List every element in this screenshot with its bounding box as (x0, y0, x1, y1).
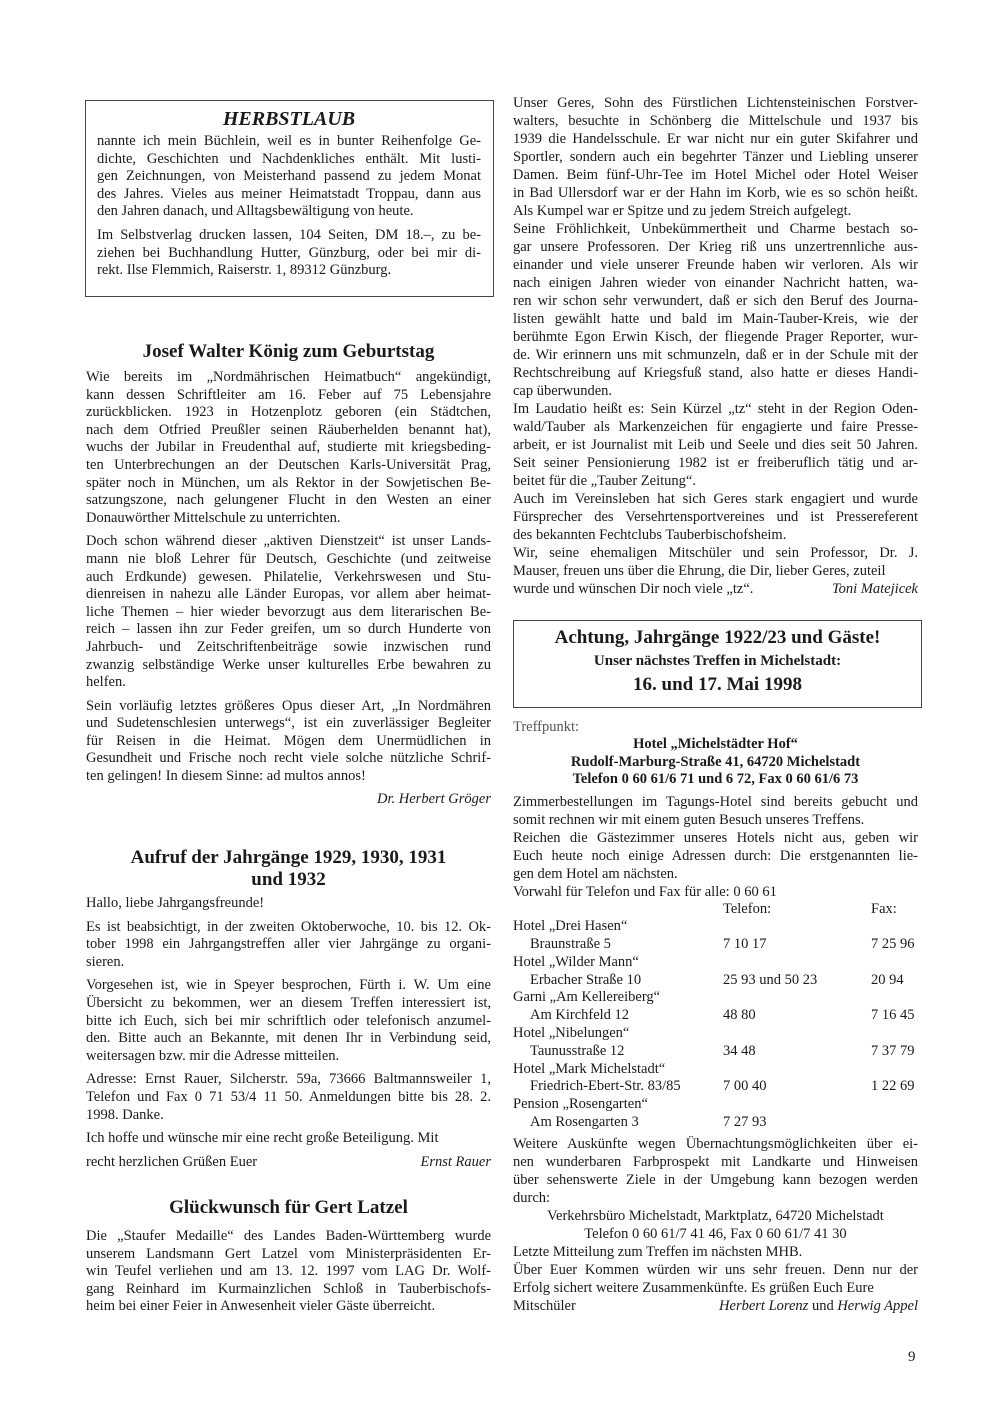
text-line: ren wir schon sehr verwundert, daß er sich den Beruf des Journa- (513, 293, 918, 309)
aufruf-heading-line-1: Aufruf der Jahrgänge 1929, 1930, 1931 (130, 847, 447, 868)
text-line: Doch schon während dieser „aktiven Dienstzeit“ ist unser Lands- (86, 533, 491, 550)
hotel-fax-cell: 7 16 45 (871, 1007, 915, 1024)
text-line: Vorwahl für Telefon und Fax für alle: 0 60 61 (513, 883, 777, 900)
text-line: gen Zeichnungen, von Meisterhand passend zu jedem Monat (97, 168, 481, 185)
treffen-box-subtitle: Unser nächstes Treffen in Michelstadt: (593, 653, 842, 669)
paragraph (513, 883, 918, 901)
treffen-closing-body (513, 1243, 918, 1297)
treffen-body (513, 793, 918, 901)
text-line: gar unsere Professoren. Der Krieg riß uns unzertrennliche aus- (513, 239, 918, 255)
text-line: Im Laudatio heißt es: Sein Kürzel „tz“ steht in der Region Oden- (513, 401, 918, 417)
hotel-fax-cell: 20 94 (871, 971, 904, 988)
text-line: Über Euer Kommen würden wir uns sehr freuen. Denn nur der (513, 1261, 918, 1278)
hotel-telefon-cell: 48 80 (723, 1007, 756, 1024)
text-line: Damen. Beim fünf-Uhr-Tee im Hotel Michel oder Hotel Weiser (513, 167, 918, 183)
aufruf-heading-line-2: und 1932 (251, 869, 326, 890)
text-line: 1998. Danke. (86, 1106, 164, 1123)
text-line: ten Unterbrechungen an der Deutschen Karls-Universität Prag, (86, 456, 491, 473)
hotel-telefon-cell: 7 10 17 (723, 936, 767, 953)
text-line: Seit seiner Pensionierung 1982 ist er freiberuflich tätig und ar- (513, 455, 918, 471)
text-line: unserem Landsmann Gert Latzel vom Ministerpräsidenten Er- (86, 1245, 491, 1262)
text-line: Seine Fröhlichkeit, Unbekümmertheit und Charme bestach so- (513, 221, 918, 237)
signature-appel: Herwig Appel (837, 1297, 918, 1314)
signature-and: und (811, 1297, 834, 1314)
treffpunkt-label: Treffpunkt: (513, 719, 580, 735)
hotel-name-cell: Pension „Rosengarten“ (513, 1096, 648, 1113)
paragraph (86, 369, 491, 527)
geres-article (513, 94, 918, 598)
hotel-phone: Telefon 0 60 61/6 71 und 6 72, Fax 0 60 61/6 73 (572, 771, 859, 787)
paragraph (513, 829, 918, 883)
text-line: Fürsprecher des Versehrtensportvereines und ist Pressereferent (513, 509, 918, 525)
text-line: zurückblicken. 1923 in Hotzenplotz geboren (ein Städtchen, (86, 404, 491, 421)
paragraph (86, 1228, 491, 1316)
hotel-row-name (513, 1025, 918, 1043)
paragraph (513, 490, 918, 544)
treffen-signatures (719, 1297, 918, 1315)
paragraph (513, 1243, 918, 1261)
text-line: tober 1998 ein Jahrgangstreffen aller vier Jahrgänge zu organi- (86, 936, 491, 953)
text-line: Hallo, liebe Jahrgangsfreunde! (86, 895, 265, 911)
text-line: Wir, seine ehemaligen Mitschüler und sein Professor, Dr. J. (513, 545, 918, 561)
treffen-box-date: 16. und 17. Mai 1998 (633, 674, 802, 695)
hotel-street-cell: Am Kirchfeld 12 (530, 1007, 630, 1024)
text-line: weitersagen bzw. mir die Adresse mitteilen. (86, 1047, 340, 1064)
header-fax: Fax: (871, 900, 897, 917)
paragraph (86, 977, 491, 1065)
text-line: Es ist beabsichtigt, in der zweiten Oktoberwoche, 10. bis 12. Ok- (86, 918, 491, 935)
text-line: Wie bereits im „Nordmährischen Heimatbuch“ angekündigt, (86, 369, 491, 385)
paragraph (86, 919, 491, 972)
paragraph (97, 227, 481, 280)
text-line: listen gewählt hatte und bald im Main-Tauber-Kreis, wie der (513, 311, 918, 327)
text-line: mann nie bloß Lehrer für Deutsch, Geschichte (und zeitweise (86, 550, 491, 567)
treffen-box-title: Achtung, Jahrgänge 1922/23 und Gäste! (554, 627, 881, 648)
aufruf-signature: Ernst Rauer (420, 1153, 491, 1170)
text-line: Telefon und Fax 0 71 53/4 11 50. Anmeldungen bitte bis 28. 2. (86, 1088, 491, 1105)
text-line: Gesundheit und Frische noch recht viele solche nützliche Schrif- (86, 750, 491, 767)
header-telefon: Telefon: (723, 900, 772, 917)
text-line: in Bad Ullersdorf war er der Hahn im Korb, wie es so schön heißt. (513, 185, 918, 201)
koenig-heading: Josef Walter König zum Geburtstag (142, 341, 435, 362)
hotel-name-cell: Hotel „Mark Michelstadt“ (513, 1060, 666, 1077)
hotel-row-name (513, 918, 918, 936)
text-line: ziehen bei Buchhandlung Hutter, Günzburg, oder bei mir di- (97, 244, 481, 261)
text-line: Die „Staufer Medaille“ des Landes Baden-Württemberg wurde (86, 1228, 491, 1244)
hotel-name-cell: Hotel „Nibelungen“ (513, 1025, 630, 1042)
herbstlaub-title: HERBSTLAUB (222, 108, 356, 130)
geres-closing-text: wurde und wünschen Dir noch viele „tz“. (513, 581, 754, 597)
hotel-name-cell: Garni „Am Kellereiberg“ (513, 989, 661, 1006)
latzel-heading: Glückwunsch für Gert Latzel (169, 1197, 408, 1218)
hotel-street-cell: Am Rosengarten 3 (530, 1114, 639, 1131)
text-line: und Sudetenschlesien unterwegs“, ist ein zuverlässiger Begleiter (86, 715, 491, 732)
koenig-body (86, 369, 491, 786)
text-line: Unser Geres, Sohn des Fürstlichen Lichtensteinischen Forstver- (513, 95, 918, 111)
hotel-row-details (513, 1007, 918, 1025)
aufruf-closing-text: recht herzlichen Grüßen Euer (86, 1153, 258, 1170)
paragraph (97, 133, 481, 221)
text-line: über sehenswerte Ziele in der Umgebung kann bezogen werden (513, 1171, 918, 1188)
hotel-address: Rudolf-Marburg-Straße 41, 64720 Michelstadt (570, 753, 861, 770)
treffen-details (513, 718, 918, 1315)
treffen-closing (513, 1297, 918, 1315)
hotel-row-name (513, 1061, 918, 1079)
text-line: helfen. (86, 674, 126, 691)
text-line: beitet für die „Tauber Zeitung“. (513, 473, 696, 489)
latzel-body (86, 1228, 491, 1316)
paragraph (513, 793, 918, 829)
paragraph (513, 400, 918, 490)
hotel-row-name (513, 989, 918, 1007)
text-line: nach dem Otfried Preußler seinen Räuberhelden benannt hat), (86, 421, 491, 438)
hotel-telefon-cell: 25 93 und 50 23 (723, 971, 818, 988)
text-line: den. Bitte auch an Bekannte, mit denen Ihr in Verbindung seid, (86, 1030, 491, 1047)
text-line: somit rechnen wir mit einem guten Besuch unseres Treffens. (513, 811, 865, 828)
text-line: Mauser, freuen uns über die Ehrung, die Dir, lieber Geres, zuteil (513, 563, 886, 579)
koenig-signature: Dr. Herbert Gröger (377, 790, 491, 807)
treffen-closing-text: Mitschüler (513, 1297, 576, 1314)
hotel-table (513, 918, 918, 1132)
hotel-row-details (513, 936, 918, 954)
text-line: bitte ich Euch, sich bei mir schriftlich oder telefonisch anzumel- (86, 1012, 491, 1029)
text-line: Adresse: Ernst Rauer, Silcherstr. 59a, 73666 Baltmannsweiler 1, (86, 1071, 491, 1088)
hotel-telefon-cell: 7 27 93 (723, 1114, 767, 1131)
text-line: Im Selbstverlag drucken lassen, 104 Seiten, DM 18.–, zu be- (97, 226, 481, 243)
text-line: Vorgesehen ist, wie in Speyer besprochen, Fürth i. W. Um eine (86, 977, 491, 994)
text-line: wuchs der Jubilar in Freudenthal auf, studierte mit kriegsbeding- (86, 439, 491, 456)
hotel-street-cell: Taunusstraße 12 (530, 1042, 625, 1059)
contact-office: Verkehrsbüro Michelstadt, Marktplatz, 64720 Michelstadt (547, 1207, 884, 1224)
latzel-article (86, 1197, 491, 1322)
hotel-row-details (513, 1043, 918, 1061)
hotel-street-cell: Friedrich-Ebert-Str. 83/85 (530, 1078, 681, 1095)
text-line: berühmte Egon Erwin Kisch, der fliegende Prager Reporter, wur- (513, 329, 918, 345)
text-line: Donauwörther Mittelschule zu unterrichten. (86, 509, 341, 526)
text-line: Sportler, sondern auch ein begehrter Tänzer und Liebling unserer (513, 149, 918, 165)
text-line: wald/Tauber als Markenzeichen für engagierte und faire Presse- (513, 419, 918, 435)
text-line: durch: (513, 1189, 551, 1206)
paragraph (513, 544, 918, 580)
text-line: liche Themen – hier wieder bevorzugt aus dem literarischen Be- (86, 603, 491, 620)
text-line: nach einigen Jahren wieder von einander Nachricht hatten, wa- (513, 275, 918, 291)
text-line: nannte ich mein Büchlein, weil es in bunter Reihenfolge Ge- (97, 133, 481, 149)
text-line: reich – lassen ihn zur Feder greifen, um so durch Hunderte von (86, 621, 491, 638)
text-line: den Jahren danach, und Alltagsbewältigung von heute. (97, 203, 414, 220)
text-line: Weitere Auskünfte wegen Übernachtungsmöglichkeiten über ei- (513, 1135, 918, 1152)
text-line: des bekannten Fechtclubs Tauberbischofsheim. (513, 527, 787, 543)
signature-lorenz: Herbert Lorenz (719, 1297, 809, 1314)
hotel-street-cell: Braunstraße 5 (530, 936, 611, 953)
text-line: Übersicht zu bekommen, wer an diesem Treffen interessiert ist, (86, 994, 491, 1011)
paragraph (86, 698, 491, 786)
text-line: dichte, Geschichten und Nachdenkliches enthält. Mit lusti- (97, 150, 481, 167)
text-line: Erfolg sichert weitere Zusammenkünfte. Es grüßen Euch Eure (513, 1279, 874, 1296)
text-line: Letzte Mitteilung zum Treffen im nächsten MHB. (513, 1243, 803, 1260)
geres-closing (513, 580, 918, 598)
text-line: gang Reinhard im Kurmainzlichen Schloß in Tauberbischofs- (86, 1280, 491, 1297)
treffen-announcement-box (513, 620, 922, 708)
text-line: Als Kumpel war er Spitze und zu jedem Streich aufgelegt. (513, 203, 852, 219)
text-line: Euch heute noch einige Adressen durch: Die erstgenannten lie- (513, 847, 918, 864)
text-line: heim bei einer Feier in Anwesenheit vieler Gäste überreicht. (86, 1298, 436, 1315)
herbstlaub-body (97, 133, 481, 280)
treffen-more-info (513, 1135, 918, 1207)
hotel-telefon-cell: 34 48 (723, 1042, 756, 1059)
text-line: Reichen die Gästezimmer unseres Hotels nicht aus, geben wir (513, 829, 918, 846)
text-line: ten gelingen! In diesem Sinne: ad multos annos! (86, 768, 366, 785)
hotel-name-cell: Hotel „Wilder Mann“ (513, 953, 639, 970)
text-line: cap überwunden. (513, 383, 613, 399)
aufruf-closing (86, 1154, 491, 1172)
text-line: rekt. Ilse Flemmich, Raiserstr. 1, 89312 Günzburg. (97, 262, 392, 279)
hotel-row-name (513, 954, 918, 972)
text-line: Zimmerbestellungen im Tagungs-Hotel sind bereits gebucht und (513, 793, 918, 810)
hotel-row-name (513, 1096, 918, 1114)
hotel-name: Hotel „Michelstädter Hof“ (633, 736, 798, 752)
text-line: kann dessen Schriftleiter am 16. Feber auf 75 Lebensjahre (86, 386, 491, 403)
hotel-table-header (513, 901, 918, 919)
herbstlaub-notice (97, 107, 481, 286)
text-line: 1939 die Handelsschule. Er war nicht nur ein guter Skifahrer und (513, 131, 918, 147)
hotel-row-details (513, 972, 918, 990)
text-line: win Teufel verliehen und am 13. 12. 1997 vom LAG Dr. Wolf- (86, 1263, 491, 1280)
text-line: gen dem Hotel am nächsten. (513, 865, 678, 882)
hotel-name-cell: Hotel „Drei Hasen“ (513, 918, 628, 935)
hotel-row-details (513, 1078, 918, 1096)
paragraph (86, 533, 491, 691)
hotel-fax-cell: 7 25 96 (871, 936, 915, 953)
text-line: dienreisen in nahezu alle Länder Europas, vor allem aber heimat- (86, 586, 491, 603)
text-line: Sein vorläufig letztes größeres Opus dieser Art, „In Nordmähren (86, 697, 491, 714)
paragraph (86, 1130, 491, 1148)
text-line: auch Erdkunde) gewesen. Philatelie, Verkehrswesen und Stu- (86, 568, 491, 585)
aufruf-article (86, 847, 491, 1171)
geres-signature: Toni Matejicek (831, 581, 918, 597)
text-line: zwanzig selbständige Werke unser kulturelles Erbe bewahren zu (86, 656, 491, 673)
paragraph (513, 94, 918, 220)
hotel-telefon-cell: 7 00 40 (723, 1078, 767, 1095)
text-line: für Reisen in die Heimat. Mögen dem Unermüdlichen in (86, 732, 491, 749)
hotel-fax-cell: 7 37 79 (871, 1042, 915, 1059)
paragraph (86, 895, 491, 913)
text-line: nen wunderbaren Farbprospekt mit Landkarte und Hinweisen (513, 1153, 918, 1170)
text-line: Jahrbuch- und Zeitschriftenbeiträge sowie inzwischen rund (86, 638, 491, 655)
text-line: de. Wir erinnern uns mit schmunzeln, daß er in der Schule mit der (513, 347, 918, 363)
hotel-row-details (513, 1114, 918, 1132)
text-line: arbeit, er ist Journalist mit Leib und Seele und dies seit 50 Jahren. (513, 437, 918, 453)
paragraph (86, 1071, 491, 1124)
text-line: sieren. (86, 953, 125, 970)
page-number: 9 (908, 1349, 916, 1365)
paragraph (513, 220, 918, 400)
koenig-article (86, 341, 491, 808)
text-line: des Jahres. Vieles aus meiner Heimatstadt Troppau, dann aus (97, 185, 481, 202)
aufruf-body (86, 895, 491, 1148)
text-line: satzungszone, nach gelungener Flucht in den Westen an einer (86, 492, 491, 509)
hotel-street-cell: Erbacher Straße 10 (530, 971, 642, 988)
text-line: walters, besuchte in Schönberg die Mittelschule und 1937 bis (513, 113, 918, 129)
paragraph (513, 1135, 918, 1207)
text-line: Auch im Vereinsleben hat sich Geres stark engagiert und wurde (513, 491, 918, 507)
text-line: einander und viele unserer Freunde haben wir verloren. Als wir (513, 257, 918, 273)
geres-body (513, 94, 918, 580)
contact-phone: Telefon 0 60 61/7 41 46, Fax 0 60 61/7 41 30 (584, 1225, 847, 1242)
hotel-fax-cell: 1 22 69 (871, 1078, 915, 1095)
text-line: Rechtschreibung auf Kriegsfuß stand, also hatte er dieses Handi- (513, 365, 918, 381)
text-line: Ich hoffe und wünsche mir eine recht große Beteiligung. Mit (86, 1130, 439, 1147)
paragraph (513, 1261, 918, 1297)
text-line: später noch in München, um als Rektor in der Sowjetischen Be- (86, 474, 491, 491)
